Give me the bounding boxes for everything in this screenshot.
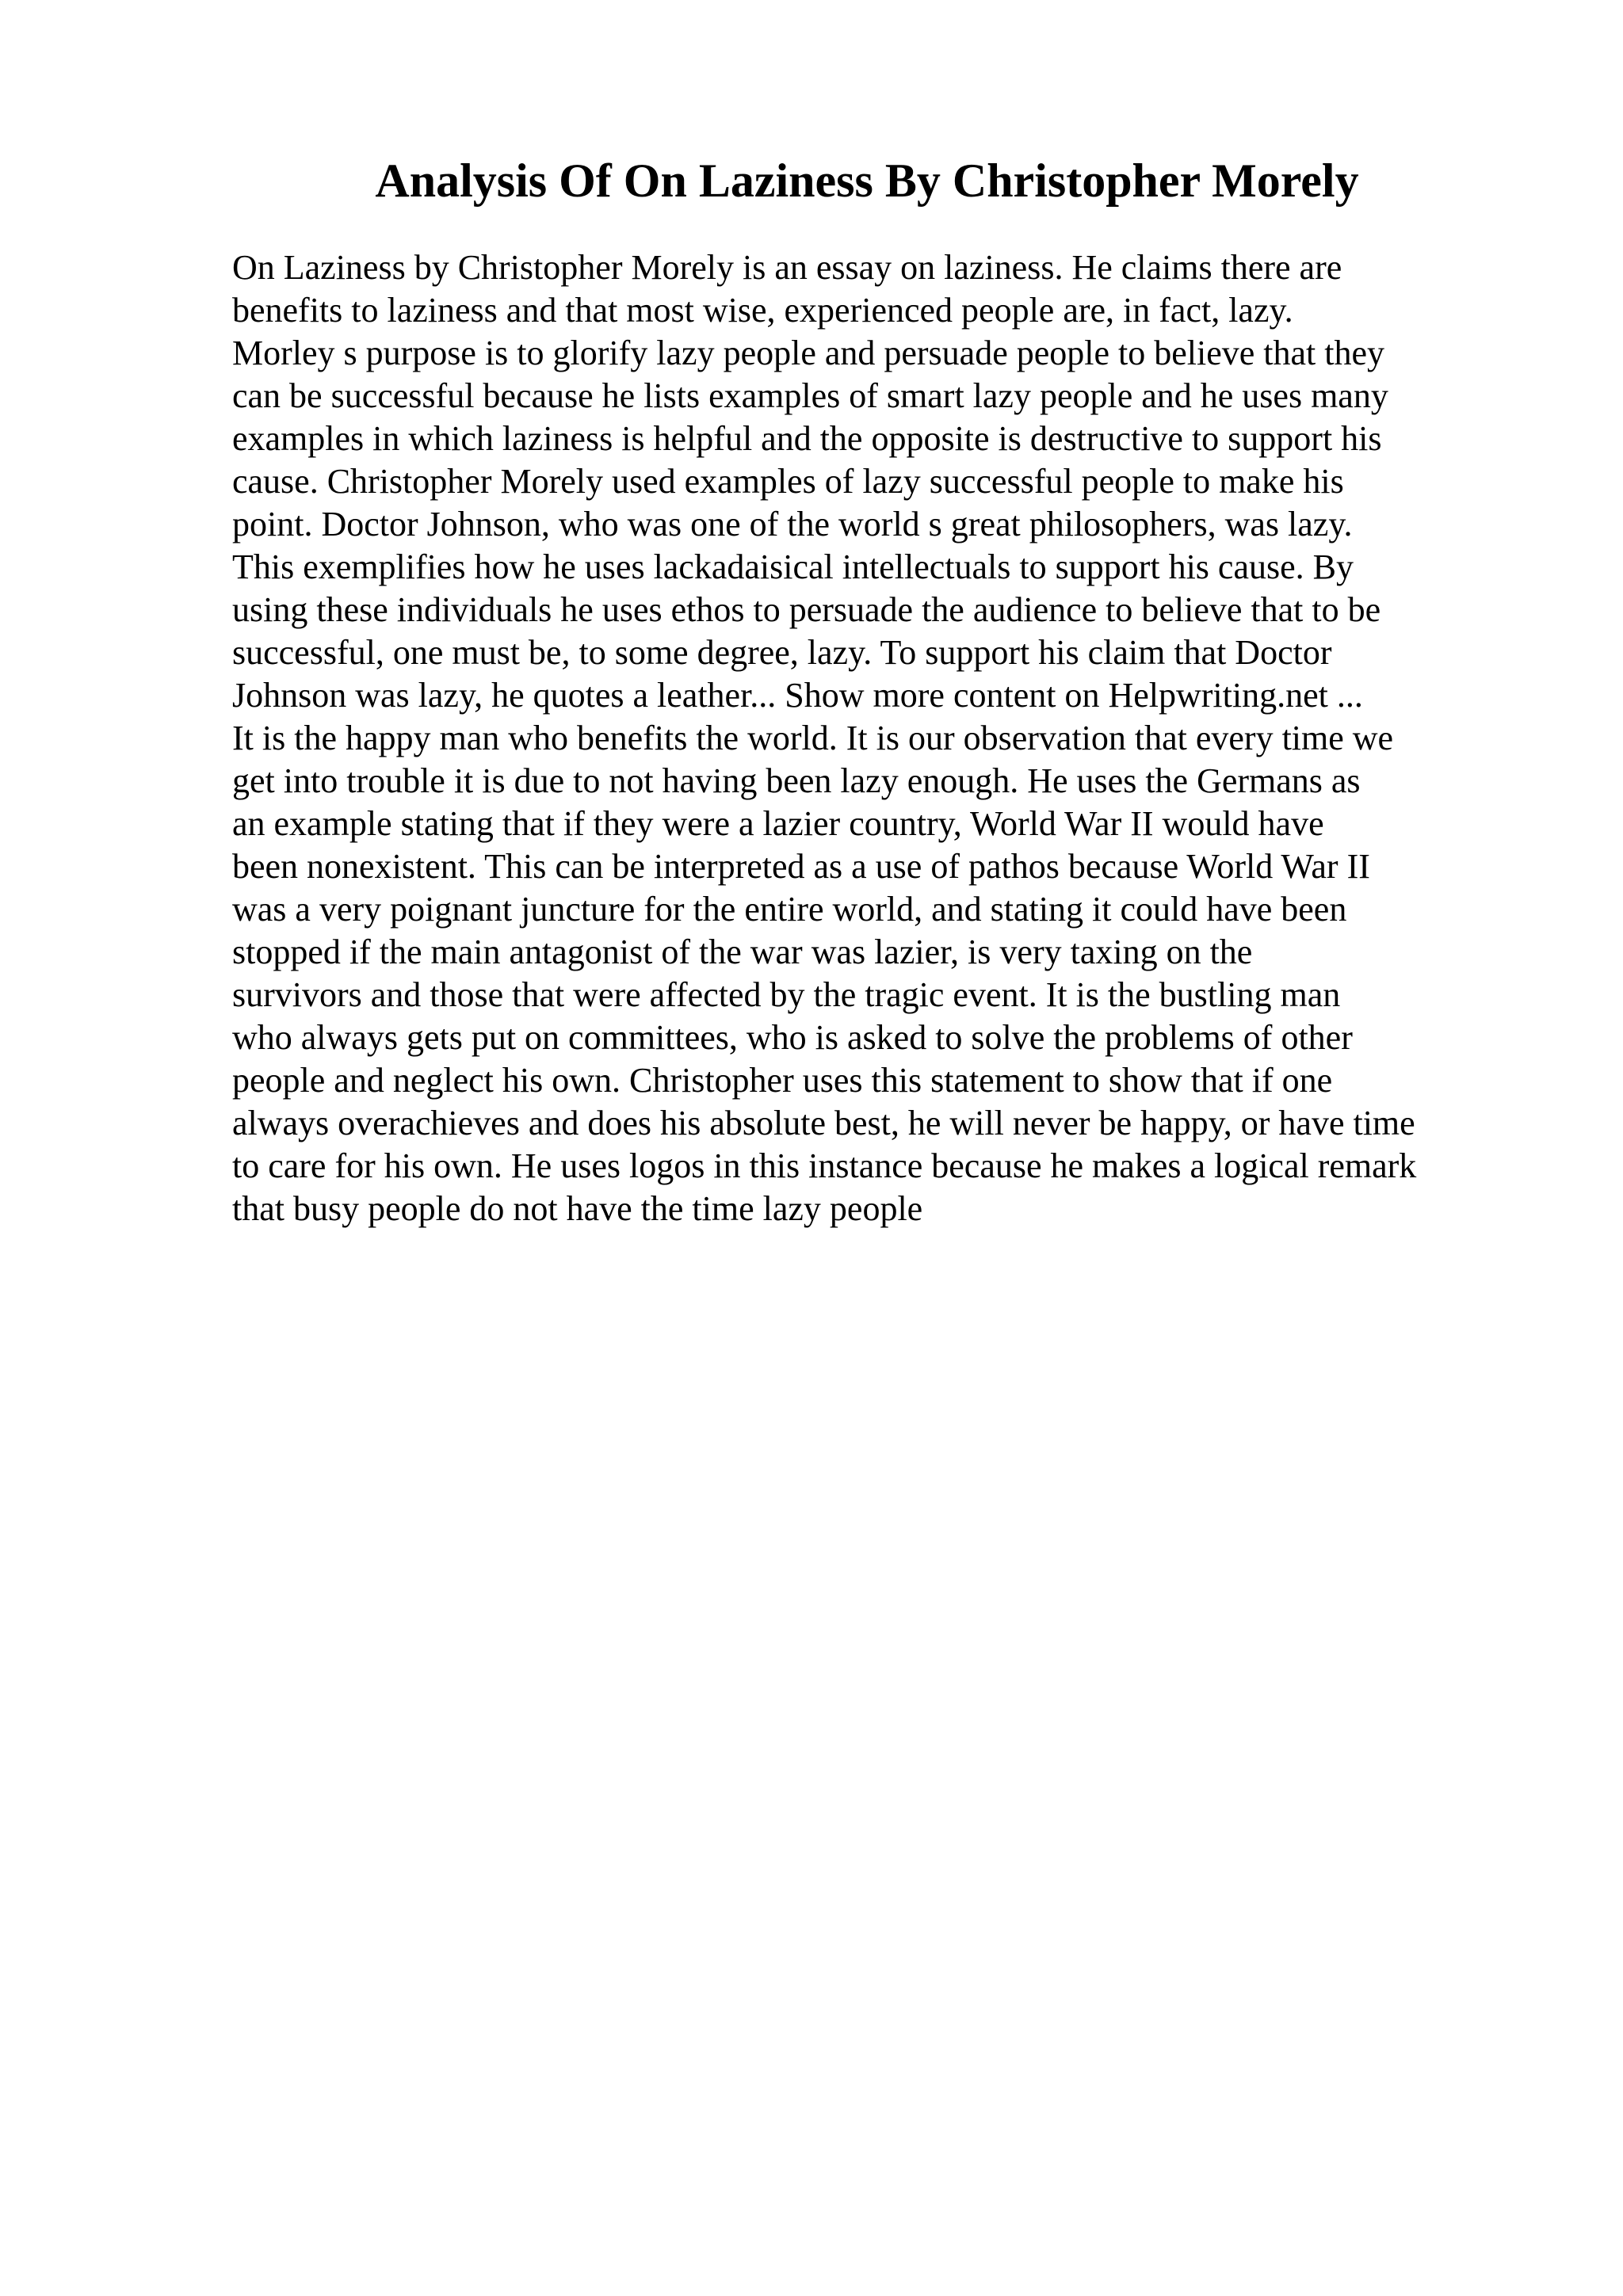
text-line: was a very poignant juncture for the entire world, and stating it could have been xyxy=(232,890,1347,929)
text-line: that busy people do not have the time lazy people xyxy=(232,1189,923,1228)
text-line: get into trouble it is due to not having been lazy enough. He uses the Germans as xyxy=(232,761,1361,800)
document-title: Analysis Of On Laziness By Christopher Morely xyxy=(375,154,1359,207)
text-line: point. Doctor Johnson, who was one of the world s great philosophers, was lazy. xyxy=(232,505,1353,543)
text-line: stopped if the main antagonist of the war was lazier, is very taxing on the xyxy=(232,933,1253,971)
text-line: Morley s purpose is to glorify lazy people and persuade people to believe that they xyxy=(232,334,1385,372)
text-line: been nonexistent. This can be interpreted as a use of pathos because World War II xyxy=(232,847,1370,886)
text-line: On Laziness by Christopher Morely is an essay on laziness. He claims there are xyxy=(232,248,1342,287)
text-line: to care for his own. He uses logos in this instance because he makes a logical remark xyxy=(232,1146,1417,1185)
text-line: It is the happy man who benefits the world. It is our observation that every time we xyxy=(232,719,1394,757)
text-line: This exemplifies how he uses lackadaisical intellectuals to support his cause. By xyxy=(232,547,1354,586)
text-line: successful, one must be, to some degree, lazy. To support his claim that Doctor xyxy=(232,633,1332,672)
text-line: always overachieves and does his absolute best, he will never be happy, or have time xyxy=(232,1104,1415,1142)
text-line: can be successful because he lists examples of smart lazy people and he uses many xyxy=(232,376,1388,415)
text-line: survivors and those that were affected by the tragic event. It is the bustling man xyxy=(232,975,1341,1014)
text-line: people and neglect his own. Christopher uses this statement to show that if one xyxy=(232,1061,1333,1100)
text-line: an example stating that if they were a lazier country, World War II would have xyxy=(232,804,1324,843)
text-line: cause. Christopher Morely used examples of lazy successful people to make his xyxy=(232,462,1344,501)
text-line: who always gets put on committees, who is asked to solve the problems of other xyxy=(232,1018,1353,1057)
text-line: Johnson was lazy, he quotes a leather... Show more content on Helpwriting.net ... xyxy=(232,676,1363,715)
essay-body xyxy=(232,246,1532,1230)
text-line: using these individuals he uses ethos to persuade the audience to believe that to be xyxy=(232,590,1381,629)
text-line: benefits to laziness and that most wise, experienced people are, in fact, lazy. xyxy=(232,291,1293,330)
text-line: examples in which laziness is helpful and the opposite is destructive to support his xyxy=(232,419,1382,458)
